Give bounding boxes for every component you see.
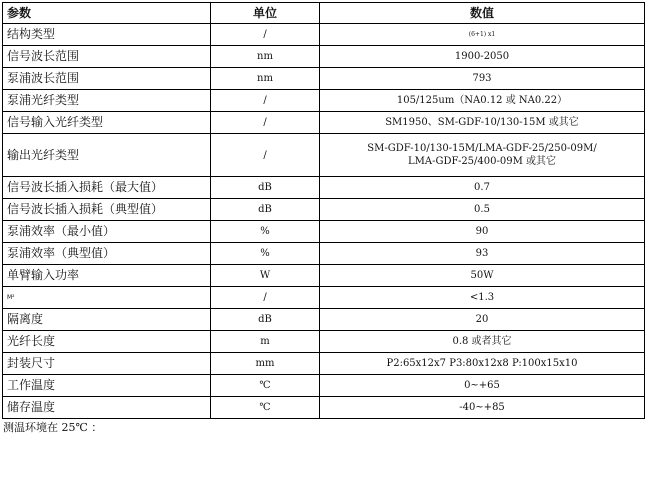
row-param: 泵浦效率（最小值） (3, 221, 211, 243)
row-param: 泵浦效率（典型值） (3, 243, 211, 265)
row-param: 工作温度 (3, 375, 211, 397)
row-param: 单臂输入功率 (3, 265, 211, 287)
row-value: (6+1) x1 (320, 24, 645, 46)
row-value: <1.3 (320, 287, 645, 309)
header-value: 数值 (320, 3, 645, 24)
row-value: 793 (320, 68, 645, 90)
row-unit: / (211, 134, 320, 177)
spec-table (2, 2, 645, 419)
row-param: M² (3, 287, 211, 309)
row-value: 93 (320, 243, 645, 265)
row-unit: / (211, 112, 320, 134)
row-unit: m (211, 331, 320, 353)
row-unit: ℃ (211, 397, 320, 419)
table-row (3, 24, 645, 46)
row-param: 信号输入光纤类型 (3, 112, 211, 134)
row-unit: / (211, 24, 320, 46)
row-value-line-2: LMA-GDF-25/400-09M 或其它 (407, 156, 557, 167)
row-unit: dB (211, 177, 320, 199)
table-row (3, 199, 645, 221)
row-param: 隔离度 (3, 309, 211, 331)
row-value: 20 (320, 309, 645, 331)
table-header-row (3, 3, 645, 24)
row-value: 0~+65 (320, 375, 645, 397)
row-value: SM1950、SM-GDF-10/130-15M 或其它 (320, 112, 645, 134)
row-param: 光纤长度 (3, 331, 211, 353)
row-unit: % (211, 243, 320, 265)
row-param: 泵浦波长范围 (3, 68, 211, 90)
row-value: P2:65x12x7 P3:80x12x8 P:100x15x10 (320, 353, 645, 375)
table-row (3, 112, 645, 134)
table-row (3, 68, 645, 90)
row-param: 信号波长范围 (3, 46, 211, 68)
table-row (3, 134, 645, 177)
row-unit: % (211, 221, 320, 243)
row-unit: / (211, 287, 320, 309)
row-unit: dB (211, 309, 320, 331)
row-value: 105/125um（NA0.12 或 NA0.22） (320, 90, 645, 112)
row-value: 0.8 或者其它 (320, 331, 645, 353)
row-unit: ℃ (211, 375, 320, 397)
row-value: 0.7 (320, 177, 645, 199)
row-unit: / (211, 90, 320, 112)
row-unit: nm (211, 68, 320, 90)
row-value-line-1: SM-GDF-10/130-15M/LMA-GDF-25/250-09M/ (367, 143, 597, 154)
table-row (3, 353, 645, 375)
table-row (3, 90, 645, 112)
table-row (3, 221, 645, 243)
row-param: 结构类型 (3, 24, 211, 46)
row-param: 储存温度 (3, 397, 211, 419)
table-row (3, 331, 645, 353)
row-param: 信号波长插入损耗（最大值） (3, 177, 211, 199)
row-value: 0.5 (320, 199, 645, 221)
table-row (3, 46, 645, 68)
table-row (3, 243, 645, 265)
table-row (3, 375, 645, 397)
row-param: 泵浦光纤类型 (3, 90, 211, 112)
row-unit: W (211, 265, 320, 287)
row-param: 信号波长插入损耗（典型值） (3, 199, 211, 221)
row-unit: nm (211, 46, 320, 68)
row-param: 输出光纤类型 (3, 134, 211, 177)
table-row (3, 397, 645, 419)
header-param: 参数 (3, 3, 211, 24)
row-value: 90 (320, 221, 645, 243)
row-value: 50W (320, 265, 645, 287)
table-row (3, 265, 645, 287)
row-value: -40~+85 (320, 397, 645, 419)
row-unit: dB (211, 199, 320, 221)
header-unit: 单位 (211, 3, 320, 24)
test-condition-note: 测温环境在 25℃ ： (3, 421, 103, 434)
table-row (3, 287, 645, 309)
table-row (3, 309, 645, 331)
row-param: 封装尺寸 (3, 353, 211, 375)
row-value: 1900-2050 (320, 46, 645, 68)
table-row (3, 177, 645, 199)
row-value (320, 134, 645, 177)
row-unit: mm (211, 353, 320, 375)
